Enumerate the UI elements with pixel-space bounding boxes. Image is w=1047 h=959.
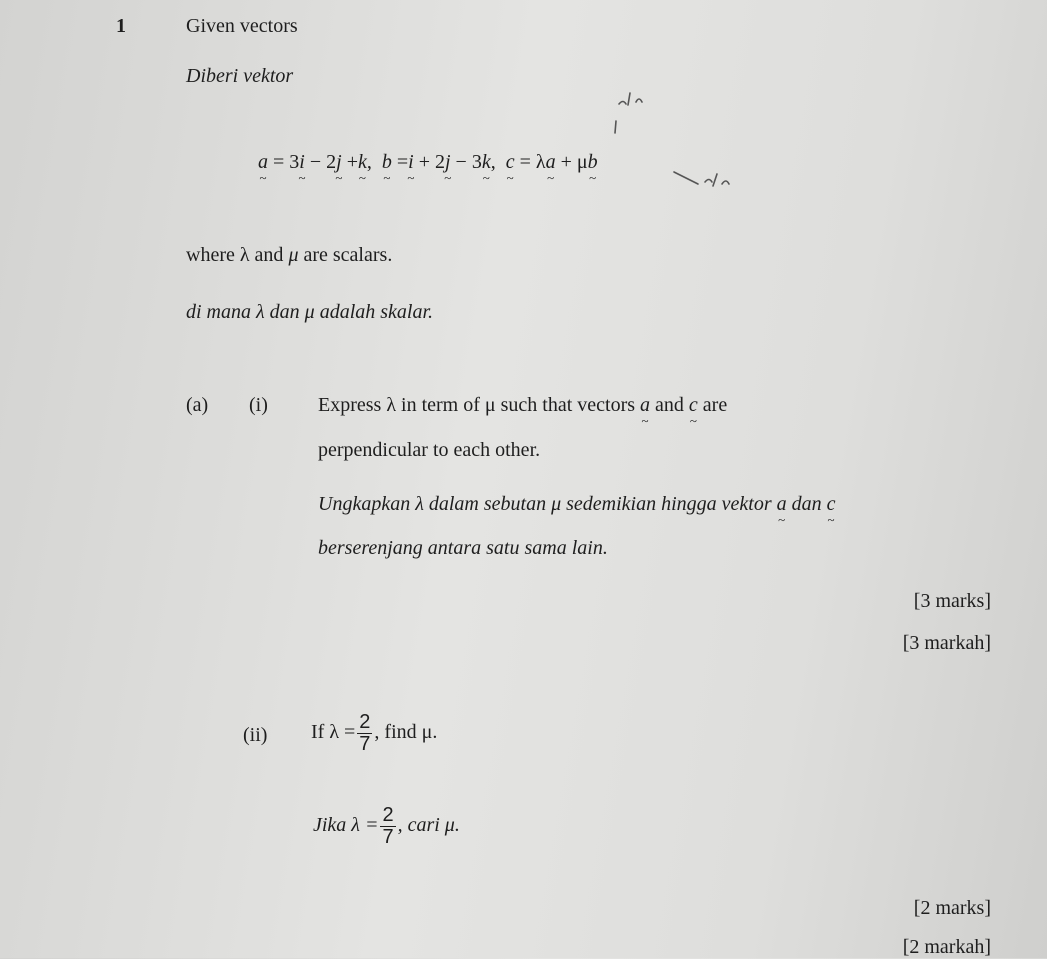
sub-i-english-line-2: perpendicular to each other. [318,439,541,461]
sub-i-english-line-1 [318,395,727,415]
text: Express λ in term of μ such that vectors [318,394,641,416]
marks-english-ii: [2 marks] [913,897,991,919]
vector-a-coef-2: − 2 [309,151,337,173]
intro-english: Given vectors [186,15,298,37]
text: dan [786,493,827,515]
text: If λ = [311,721,356,744]
scalars-statement-malay: di mana λ dan μ adalah skalar. [186,301,434,323]
question-number: 1 [116,15,126,37]
vector-b-coef-2: + 2 [418,151,445,173]
scalars-en-mu: μ [288,244,299,266]
separator: , [366,151,372,173]
sub-ii-label: (ii) [243,724,268,746]
unit-k: k ~ [482,152,491,172]
part-a-label: (a) [186,394,209,416]
text: are [697,394,728,416]
vector-b-coef-1: = [396,151,409,173]
vector-b-symbol: b ~ [382,152,392,172]
marks-english-i: [3 marks] [913,590,991,612]
separator: , [490,151,496,173]
fraction-numerator: 2 [359,711,371,733]
fraction [357,712,372,755]
unit-j: j ~ [336,152,342,172]
sub-i-label: (i) [249,394,268,416]
vector-a-symbol: a ~ [546,152,556,172]
unit-j: j ~ [445,152,451,172]
text: Ungkapkan λ dalam sebutan μ sedemikian hingga vektor [318,493,777,515]
vector-c-symbol: c ~ [506,152,515,172]
vector-a-symbol: a ~ [777,494,787,514]
intro-malay: Diberi vektor [186,65,294,87]
vector-a-symbol: a ~ [640,395,650,415]
vector-c-coef-1: = λ [519,151,546,173]
vector-c-symbol: c ~ [689,395,698,415]
sub-i-malay-line-1 [318,494,836,514]
vector-b-coef-3: − 3 [455,151,482,173]
scalars-en-part-1: where λ and [186,244,289,266]
scalars-en-part-3: are scalars. [298,244,393,266]
fraction-denominator: 7 [359,733,371,755]
fraction-denominator: 7 [382,826,394,848]
text: Jika λ = [313,814,379,837]
text: and [650,394,689,416]
fraction [380,805,395,848]
vector-a-coef-3: + [346,151,358,173]
vector-c-coef-2: + μ [560,151,588,173]
fraction-numerator: 2 [382,804,394,826]
vector-a-symbol: a ~ [258,152,268,172]
vector-c-symbol: c ~ [827,494,836,514]
unit-i: i ~ [299,152,305,172]
sub-ii-malay [313,805,460,848]
vector-b-symbol: b ~ [588,152,598,172]
marks-malay-i: [3 markah] [902,632,991,654]
text: , cari μ. [397,814,460,837]
scalars-statement-english [186,245,392,265]
marks-malay-ii: [2 markah] [902,936,991,958]
sub-i-malay-line-2: berserenjang antara satu sama lain. [318,537,608,559]
text: , find μ. [374,721,438,744]
unit-k: k ~ [358,152,367,172]
vector-a-coef-1: = 3 [273,151,300,173]
sub-ii-english [311,712,437,755]
unit-i: i ~ [408,152,414,172]
